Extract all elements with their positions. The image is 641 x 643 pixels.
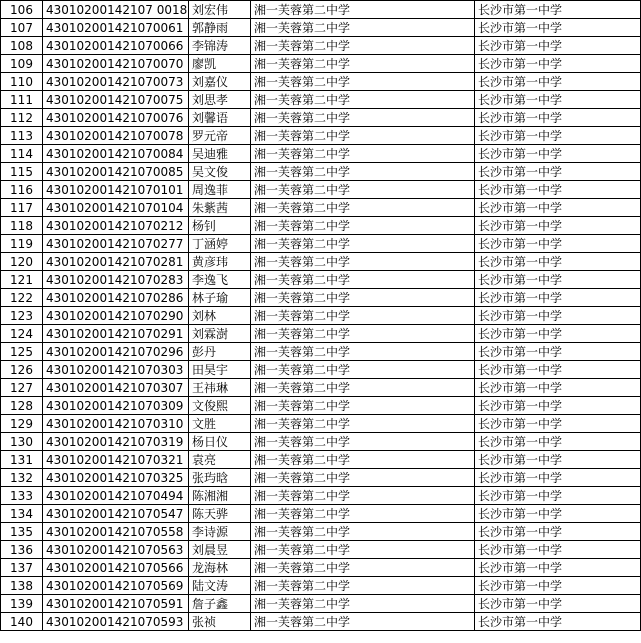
student-id-cell: 430102001421070085 <box>43 163 189 181</box>
student-name-cell: 彭丹 <box>189 343 251 361</box>
row-number-cell: 129 <box>1 415 43 433</box>
admitted-school-cell: 长沙市第一中学 <box>475 271 641 289</box>
student-id-cell: 430102001421070283 <box>43 271 189 289</box>
row-number-cell: 137 <box>1 559 43 577</box>
student-id-cell: 430102001421070563 <box>43 541 189 559</box>
row-number-cell: 115 <box>1 163 43 181</box>
table-row <box>1 487 641 505</box>
table-row <box>1 217 641 235</box>
student-name-cell: 刘思孝 <box>189 91 251 109</box>
row-number-cell: 116 <box>1 181 43 199</box>
row-number-cell: 113 <box>1 127 43 145</box>
table-row <box>1 343 641 361</box>
student-name-cell: 黄彦玮 <box>189 253 251 271</box>
student-id-cell: 430102001421070309 <box>43 397 189 415</box>
student-id-cell: 430102001421070307 <box>43 379 189 397</box>
admitted-school-cell: 长沙市第一中学 <box>475 127 641 145</box>
student-id-cell: 430102001421070591 <box>43 595 189 613</box>
row-number-cell: 124 <box>1 325 43 343</box>
table-row <box>1 271 641 289</box>
table-row <box>1 541 641 559</box>
student-id-cell: 430102001421070291 <box>43 325 189 343</box>
row-number-cell: 123 <box>1 307 43 325</box>
student-name-cell: 廖凯 <box>189 55 251 73</box>
row-number-cell: 134 <box>1 505 43 523</box>
table-row <box>1 559 641 577</box>
row-number-cell: 140 <box>1 613 43 631</box>
student-id-cell: 430102001421070310 <box>43 415 189 433</box>
student-name-cell: 吴文俊 <box>189 163 251 181</box>
table-row <box>1 91 641 109</box>
student-id-cell: 430102001421070569 <box>43 577 189 595</box>
admitted-school-cell: 长沙市第一中学 <box>475 19 641 37</box>
student-name-cell: 文俊熙 <box>189 397 251 415</box>
student-name-cell: 李诗源 <box>189 523 251 541</box>
student-id-cell: 430102001421070066 <box>43 37 189 55</box>
table-row <box>1 577 641 595</box>
origin-school-cell: 湘一芙蓉第二中学 <box>251 19 475 37</box>
admitted-school-cell: 长沙市第一中学 <box>475 109 641 127</box>
row-number-cell: 127 <box>1 379 43 397</box>
row-number-cell: 114 <box>1 145 43 163</box>
student-name-cell: 陈天骅 <box>189 505 251 523</box>
table-row <box>1 127 641 145</box>
row-number-cell: 122 <box>1 289 43 307</box>
table-row <box>1 379 641 397</box>
admitted-school-cell: 长沙市第一中学 <box>475 523 641 541</box>
table-row <box>1 145 641 163</box>
table-row <box>1 55 641 73</box>
row-number-cell: 111 <box>1 91 43 109</box>
origin-school-cell: 湘一芙蓉第二中学 <box>251 271 475 289</box>
table-row <box>1 451 641 469</box>
row-number-cell: 120 <box>1 253 43 271</box>
origin-school-cell: 湘一芙蓉第二中学 <box>251 109 475 127</box>
student-name-cell: 李锦涛 <box>189 37 251 55</box>
admitted-school-cell: 长沙市第一中学 <box>475 235 641 253</box>
table-row <box>1 109 641 127</box>
admitted-school-cell: 长沙市第一中学 <box>475 559 641 577</box>
origin-school-cell: 湘一芙蓉第二中学 <box>251 325 475 343</box>
student-name-cell: 刘嘉仪 <box>189 73 251 91</box>
admitted-school-cell: 长沙市第一中学 <box>475 253 641 271</box>
row-number-cell: 106 <box>1 1 43 19</box>
table-row <box>1 433 641 451</box>
admitted-school-cell: 长沙市第一中学 <box>475 307 641 325</box>
student-id-cell: 43010200142107 0018 <box>43 1 189 19</box>
admitted-school-cell: 长沙市第一中学 <box>475 163 641 181</box>
admitted-school-cell: 长沙市第一中学 <box>475 181 641 199</box>
table-row <box>1 163 641 181</box>
student-id-cell: 430102001421070321 <box>43 451 189 469</box>
origin-school-cell: 湘一芙蓉第二中学 <box>251 181 475 199</box>
origin-school-cell: 湘一芙蓉第二中学 <box>251 307 475 325</box>
row-number-cell: 118 <box>1 217 43 235</box>
row-number-cell: 107 <box>1 19 43 37</box>
admission-table-body <box>1 1 641 631</box>
table-row <box>1 181 641 199</box>
origin-school-cell: 湘一芙蓉第二中学 <box>251 523 475 541</box>
row-number-cell: 128 <box>1 397 43 415</box>
student-name-cell: 刘林 <box>189 307 251 325</box>
origin-school-cell: 湘一芙蓉第二中学 <box>251 163 475 181</box>
student-name-cell: 杨日仪 <box>189 433 251 451</box>
admitted-school-cell: 长沙市第一中学 <box>475 487 641 505</box>
admitted-school-cell: 长沙市第一中学 <box>475 505 641 523</box>
student-id-cell: 430102001421070319 <box>43 433 189 451</box>
student-id-cell: 430102001421070101 <box>43 181 189 199</box>
origin-school-cell: 湘一芙蓉第二中学 <box>251 487 475 505</box>
student-name-cell: 周逸菲 <box>189 181 251 199</box>
table-row <box>1 253 641 271</box>
row-number-cell: 131 <box>1 451 43 469</box>
student-name-cell: 田昊宇 <box>189 361 251 379</box>
row-number-cell: 135 <box>1 523 43 541</box>
student-name-cell: 林子瑜 <box>189 289 251 307</box>
admitted-school-cell: 长沙市第一中学 <box>475 433 641 451</box>
admitted-school-cell: 长沙市第一中学 <box>475 379 641 397</box>
origin-school-cell: 湘一芙蓉第二中学 <box>251 361 475 379</box>
student-id-cell: 430102001421070076 <box>43 109 189 127</box>
student-id-cell: 430102001421070073 <box>43 73 189 91</box>
origin-school-cell: 湘一芙蓉第二中学 <box>251 55 475 73</box>
row-number-cell: 121 <box>1 271 43 289</box>
student-name-cell: 李逸飞 <box>189 271 251 289</box>
table-row <box>1 397 641 415</box>
student-name-cell: 刘晨昱 <box>189 541 251 559</box>
table-row <box>1 307 641 325</box>
admitted-school-cell: 长沙市第一中学 <box>475 73 641 91</box>
table-row <box>1 235 641 253</box>
table-row <box>1 613 641 631</box>
student-id-cell: 430102001421070547 <box>43 505 189 523</box>
table-row <box>1 595 641 613</box>
origin-school-cell: 湘一芙蓉第二中学 <box>251 451 475 469</box>
origin-school-cell: 湘一芙蓉第二中学 <box>251 235 475 253</box>
student-id-cell: 430102001421070084 <box>43 145 189 163</box>
row-number-cell: 108 <box>1 37 43 55</box>
student-id-cell: 430102001421070061 <box>43 19 189 37</box>
student-name-cell: 龙海林 <box>189 559 251 577</box>
student-id-cell: 430102001421070075 <box>43 91 189 109</box>
table-row <box>1 289 641 307</box>
student-name-cell: 吴迪雅 <box>189 145 251 163</box>
origin-school-cell: 湘一芙蓉第二中学 <box>251 253 475 271</box>
admitted-school-cell: 长沙市第一中学 <box>475 451 641 469</box>
table-row <box>1 1 641 19</box>
origin-school-cell: 湘一芙蓉第二中学 <box>251 559 475 577</box>
row-number-cell: 136 <box>1 541 43 559</box>
origin-school-cell: 湘一芙蓉第二中学 <box>251 397 475 415</box>
admitted-school-cell: 长沙市第一中学 <box>475 397 641 415</box>
admitted-school-cell: 长沙市第一中学 <box>475 289 641 307</box>
origin-school-cell: 湘一芙蓉第二中学 <box>251 289 475 307</box>
origin-school-cell: 湘一芙蓉第二中学 <box>251 199 475 217</box>
student-name-cell: 张玙晗 <box>189 469 251 487</box>
table-row <box>1 469 641 487</box>
admitted-school-cell: 长沙市第一中学 <box>475 361 641 379</box>
table-row <box>1 523 641 541</box>
admitted-school-cell: 长沙市第一中学 <box>475 37 641 55</box>
row-number-cell: 139 <box>1 595 43 613</box>
student-name-cell: 袁亮 <box>189 451 251 469</box>
origin-school-cell: 湘一芙蓉第二中学 <box>251 505 475 523</box>
student-name-cell: 杨钊 <box>189 217 251 235</box>
student-name-cell: 陆文涛 <box>189 577 251 595</box>
admitted-school-cell: 长沙市第一中学 <box>475 577 641 595</box>
row-number-cell: 132 <box>1 469 43 487</box>
student-name-cell: 刘宏伟 <box>189 1 251 19</box>
row-number-cell: 125 <box>1 343 43 361</box>
admitted-school-cell: 长沙市第一中学 <box>475 199 641 217</box>
student-id-cell: 430102001421070296 <box>43 343 189 361</box>
student-name-cell: 罗元帝 <box>189 127 251 145</box>
origin-school-cell: 湘一芙蓉第二中学 <box>251 415 475 433</box>
admitted-school-cell: 长沙市第一中学 <box>475 217 641 235</box>
student-name-cell: 詹子鑫 <box>189 595 251 613</box>
student-name-cell: 陈湘湘 <box>189 487 251 505</box>
admitted-school-cell: 长沙市第一中学 <box>475 55 641 73</box>
row-number-cell: 126 <box>1 361 43 379</box>
origin-school-cell: 湘一芙蓉第二中学 <box>251 469 475 487</box>
table-row <box>1 415 641 433</box>
table-row <box>1 505 641 523</box>
origin-school-cell: 湘一芙蓉第二中学 <box>251 613 475 631</box>
student-id-cell: 430102001421070078 <box>43 127 189 145</box>
origin-school-cell: 湘一芙蓉第二中学 <box>251 577 475 595</box>
student-id-cell: 430102001421070286 <box>43 289 189 307</box>
origin-school-cell: 湘一芙蓉第二中学 <box>251 145 475 163</box>
row-number-cell: 109 <box>1 55 43 73</box>
origin-school-cell: 湘一芙蓉第二中学 <box>251 379 475 397</box>
origin-school-cell: 湘一芙蓉第二中学 <box>251 37 475 55</box>
student-name-cell: 丁涵婷 <box>189 235 251 253</box>
student-name-cell: 刘霖澍 <box>189 325 251 343</box>
table-row <box>1 37 641 55</box>
row-number-cell: 138 <box>1 577 43 595</box>
student-id-cell: 430102001421070303 <box>43 361 189 379</box>
student-id-cell: 430102001421070212 <box>43 217 189 235</box>
student-id-cell: 430102001421070558 <box>43 523 189 541</box>
student-id-cell: 430102001421070593 <box>43 613 189 631</box>
student-id-cell: 430102001421070104 <box>43 199 189 217</box>
table-row <box>1 199 641 217</box>
row-number-cell: 119 <box>1 235 43 253</box>
student-id-cell: 430102001421070325 <box>43 469 189 487</box>
origin-school-cell: 湘一芙蓉第二中学 <box>251 343 475 361</box>
student-id-cell: 430102001421070290 <box>43 307 189 325</box>
admitted-school-cell: 长沙市第一中学 <box>475 613 641 631</box>
origin-school-cell: 湘一芙蓉第二中学 <box>251 595 475 613</box>
admitted-school-cell: 长沙市第一中学 <box>475 469 641 487</box>
student-name-cell: 张祯 <box>189 613 251 631</box>
origin-school-cell: 湘一芙蓉第二中学 <box>251 127 475 145</box>
row-number-cell: 133 <box>1 487 43 505</box>
origin-school-cell: 湘一芙蓉第二中学 <box>251 433 475 451</box>
student-name-cell: 文胜 <box>189 415 251 433</box>
row-number-cell: 117 <box>1 199 43 217</box>
origin-school-cell: 湘一芙蓉第二中学 <box>251 91 475 109</box>
student-name-cell: 朱紫茜 <box>189 199 251 217</box>
student-name-cell: 刘馨语 <box>189 109 251 127</box>
admitted-school-cell: 长沙市第一中学 <box>475 325 641 343</box>
origin-school-cell: 湘一芙蓉第二中学 <box>251 73 475 91</box>
student-id-cell: 430102001421070281 <box>43 253 189 271</box>
row-number-cell: 110 <box>1 73 43 91</box>
origin-school-cell: 湘一芙蓉第二中学 <box>251 541 475 559</box>
table-row <box>1 361 641 379</box>
origin-school-cell: 湘一芙蓉第二中学 <box>251 217 475 235</box>
student-id-cell: 430102001421070494 <box>43 487 189 505</box>
admitted-school-cell: 长沙市第一中学 <box>475 343 641 361</box>
student-name-cell: 郭静雨 <box>189 19 251 37</box>
admitted-school-cell: 长沙市第一中学 <box>475 415 641 433</box>
student-id-cell: 430102001421070070 <box>43 55 189 73</box>
admitted-school-cell: 长沙市第一中学 <box>475 595 641 613</box>
table-row <box>1 19 641 37</box>
admitted-school-cell: 长沙市第一中学 <box>475 145 641 163</box>
student-id-cell: 430102001421070277 <box>43 235 189 253</box>
table-row <box>1 73 641 91</box>
student-id-cell: 430102001421070566 <box>43 559 189 577</box>
table-row <box>1 325 641 343</box>
admitted-school-cell: 长沙市第一中学 <box>475 91 641 109</box>
origin-school-cell: 湘一芙蓉第二中学 <box>251 1 475 19</box>
row-number-cell: 130 <box>1 433 43 451</box>
student-name-cell: 王祎琳 <box>189 379 251 397</box>
admitted-school-cell: 长沙市第一中学 <box>475 1 641 19</box>
admitted-school-cell: 长沙市第一中学 <box>475 541 641 559</box>
row-number-cell: 112 <box>1 109 43 127</box>
